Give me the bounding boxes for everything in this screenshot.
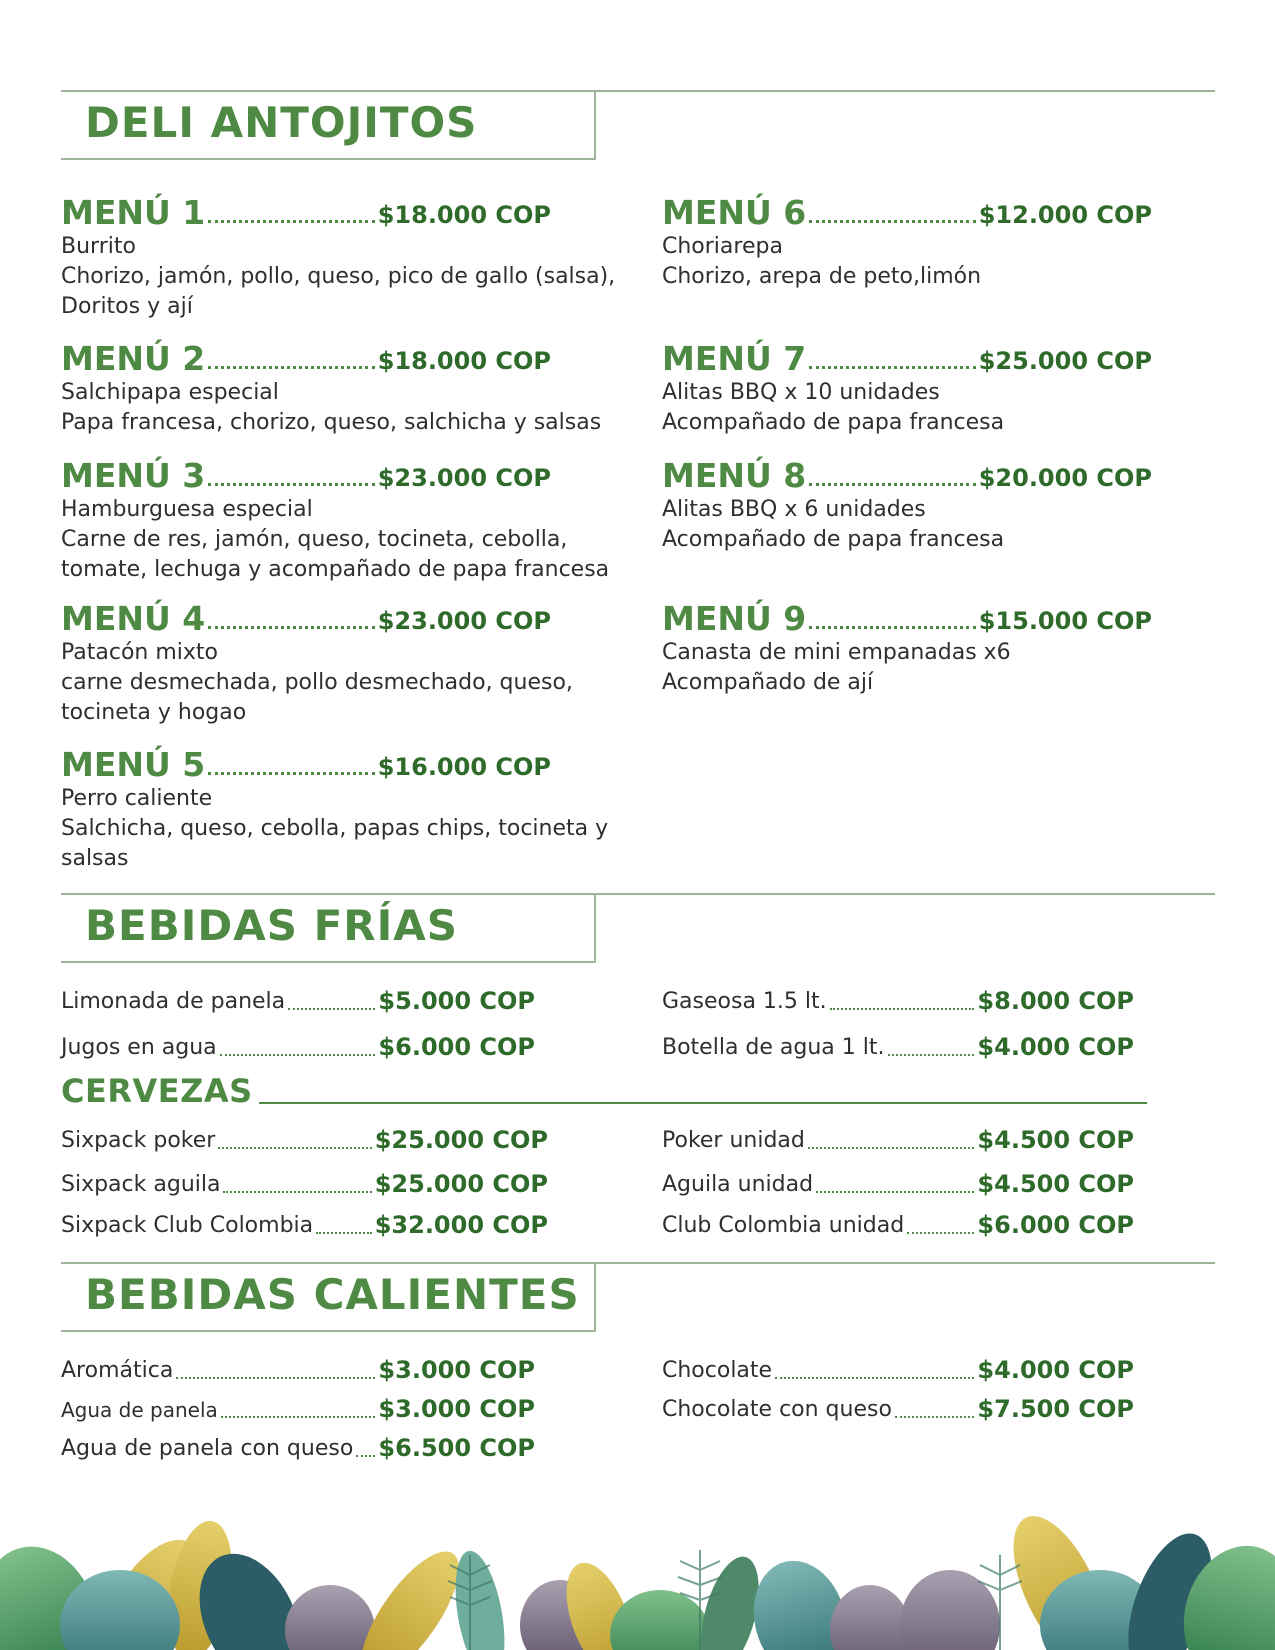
drink-item: [61, 1207, 548, 1241]
menu-item: [662, 192, 1222, 292]
drink-name: Aguila unidad: [662, 1172, 814, 1197]
section-title: DELI ANTOJITOS: [85, 98, 478, 147]
drink-price: $4.500 COP: [977, 1170, 1134, 1198]
drink-name: Botella de agua 1 lt.: [662, 1035, 885, 1060]
menu-price: $12.000 COP: [978, 201, 1152, 229]
menu-description: Chorizo, jamón, pollo, queso, pico de gallo (salsa), Doritos y ají: [61, 264, 616, 319]
drink-item: [662, 1166, 1134, 1200]
drink-price: $7.500 COP: [977, 1395, 1134, 1423]
drink-item: [61, 1430, 535, 1464]
menu-item: [662, 455, 1222, 555]
menu-subtitle: Alitas BBQ x 10 unidades: [662, 380, 940, 405]
leader-dots: [895, 1416, 974, 1418]
drink-price: $25.000 COP: [374, 1170, 548, 1198]
menu-description: Papa francesa, chorizo, queso, salchicha y salsas: [61, 410, 602, 435]
section-title: BEBIDAS FRÍAS: [85, 901, 458, 950]
leader-dots: [809, 366, 975, 369]
divider: [596, 90, 1215, 92]
leader-dots: [218, 1147, 371, 1149]
menu-item: [61, 744, 621, 874]
menu-price: $16.000 COP: [377, 753, 551, 781]
drink-name: Aromática: [61, 1358, 174, 1383]
drink-item: [61, 983, 535, 1017]
leaves-illustration: [0, 1495, 1275, 1650]
drink-price: $4.500 COP: [977, 1126, 1134, 1154]
drink-item: [61, 1391, 535, 1425]
drink-name: Sixpack Club Colombia: [61, 1213, 314, 1238]
leader-dots: [288, 1008, 375, 1010]
menu-subtitle: Alitas BBQ x 6 unidades: [662, 497, 926, 522]
leader-dots: [316, 1232, 372, 1234]
menu-price: $18.000 COP: [377, 201, 551, 229]
menu-subtitle: Choriarepa: [662, 234, 783, 259]
drink-item: [662, 1122, 1134, 1156]
leader-dots: [208, 366, 374, 369]
leader-dots: [808, 1147, 975, 1149]
leader-dots: [809, 220, 975, 223]
leader-dots: [809, 626, 975, 629]
menu-price: $23.000 COP: [377, 464, 551, 492]
drink-price: $4.000 COP: [977, 1356, 1134, 1384]
drink-item: [61, 1166, 548, 1200]
drink-price: $4.000 COP: [977, 1033, 1134, 1061]
section-header-deli: [61, 90, 596, 160]
drink-item: [662, 1029, 1134, 1063]
menu-description: Carne de res, jamón, queso, tocineta, cebolla, tomate, lechuga y acompañado de papa francesa: [61, 527, 610, 582]
drink-name: Club Colombia unidad: [662, 1213, 905, 1238]
leader-dots: [208, 626, 374, 629]
menu-item: [61, 338, 621, 438]
menu-subtitle: Hamburguesa especial: [61, 497, 313, 522]
subsection-title: CERVEZAS: [61, 1072, 253, 1110]
leader-dots: [907, 1232, 974, 1234]
menu-price: $15.000 COP: [978, 607, 1152, 635]
drink-price: $6.000 COP: [378, 1033, 535, 1061]
divider: [596, 1262, 1215, 1264]
leader-dots: [223, 1191, 371, 1193]
menu-subtitle: Canasta de mini empanadas x6: [662, 640, 1011, 665]
menu-description: Acompañado de ají: [662, 670, 874, 695]
section-header-calientes: [61, 1262, 596, 1332]
menu-name: MENÚ 9: [662, 599, 807, 638]
leader-dots: [221, 1416, 376, 1418]
menu-price: $18.000 COP: [377, 347, 551, 375]
leader-dots: [176, 1377, 375, 1379]
drink-name: Sixpack poker: [61, 1128, 216, 1153]
divider: [259, 1102, 1147, 1104]
drink-item: [662, 1391, 1134, 1425]
leader-dots: [208, 483, 374, 486]
menu-item: [61, 455, 621, 585]
drink-item: [662, 1352, 1134, 1386]
tropical-leaves-decoration: [0, 1495, 1275, 1650]
menu-subtitle: Patacón mixto: [61, 640, 219, 665]
drink-price: $25.000 COP: [374, 1126, 548, 1154]
drink-name: Sixpack aguila: [61, 1172, 221, 1197]
drink-name: Chocolate con queso: [662, 1397, 892, 1422]
drink-name: Poker unidad: [662, 1128, 805, 1153]
menu-name: MENÚ 5: [61, 745, 206, 784]
menu-name: MENÚ 2: [61, 339, 206, 378]
menu-name: MENÚ 1: [61, 193, 206, 232]
menu-description: Acompañado de papa francesa: [662, 527, 1005, 552]
drink-price: $6.500 COP: [378, 1434, 535, 1462]
section-header-frias: [61, 893, 596, 963]
drink-price: $3.000 COP: [378, 1356, 535, 1384]
menu-description: Chorizo, arepa de peto,limón: [662, 264, 982, 289]
drink-name: Limonada de panela: [61, 989, 286, 1014]
menu-item: [662, 338, 1222, 438]
drink-item: [61, 1352, 535, 1386]
menu-description: Salchicha, queso, cebolla, papas chips, tocineta y salsas: [61, 816, 609, 871]
drink-name: Gaseosa 1.5 lt.: [662, 989, 827, 1014]
drink-price: $32.000 COP: [374, 1211, 548, 1239]
menu-item: [61, 192, 621, 322]
menu-description: Acompañado de papa francesa: [662, 410, 1005, 435]
menu-price: $20.000 COP: [978, 464, 1152, 492]
menu-price: $23.000 COP: [377, 607, 551, 635]
menu-name: MENÚ 6: [662, 193, 807, 232]
leader-dots: [809, 483, 975, 486]
section-title: BEBIDAS CALIENTES: [85, 1270, 580, 1319]
leader-dots: [888, 1054, 975, 1056]
drink-item: [662, 1207, 1134, 1241]
menu-price: $25.000 COP: [978, 347, 1152, 375]
menu-description: carne desmechada, pollo desmechado, queso, tocineta y hogao: [61, 670, 573, 725]
drink-item: [662, 983, 1134, 1017]
leader-dots: [775, 1377, 974, 1379]
menu-name: MENÚ 3: [61, 456, 206, 495]
menu-name: MENÚ 8: [662, 456, 807, 495]
drink-name: Agua de panela: [61, 1398, 218, 1422]
drink-item: [61, 1122, 548, 1156]
menu-item: [61, 598, 621, 728]
drink-price: $6.000 COP: [977, 1211, 1134, 1239]
drink-name: Chocolate: [662, 1358, 773, 1383]
menu-name: MENÚ 7: [662, 339, 807, 378]
drink-name: Agua de panela con queso: [61, 1436, 354, 1461]
leader-dots: [830, 1008, 975, 1010]
leader-dots: [208, 220, 374, 223]
drink-item: [61, 1029, 535, 1063]
menu-subtitle: Burrito: [61, 234, 136, 259]
drink-price: $5.000 COP: [378, 987, 535, 1015]
divider: [596, 893, 1215, 895]
drink-price: $3.000 COP: [378, 1395, 535, 1423]
menu-item: [662, 598, 1222, 698]
menu-subtitle: Salchipapa especial: [61, 380, 279, 405]
leader-dots: [220, 1054, 376, 1056]
drink-name: Jugos en agua: [61, 1035, 217, 1060]
leader-dots: [356, 1455, 375, 1457]
subsection-header-cervezas: [61, 1072, 1147, 1110]
leader-dots: [816, 1191, 974, 1193]
menu-subtitle: Perro caliente: [61, 786, 213, 811]
leader-dots: [208, 772, 374, 775]
drink-price: $8.000 COP: [977, 987, 1134, 1015]
menu-name: MENÚ 4: [61, 599, 206, 638]
